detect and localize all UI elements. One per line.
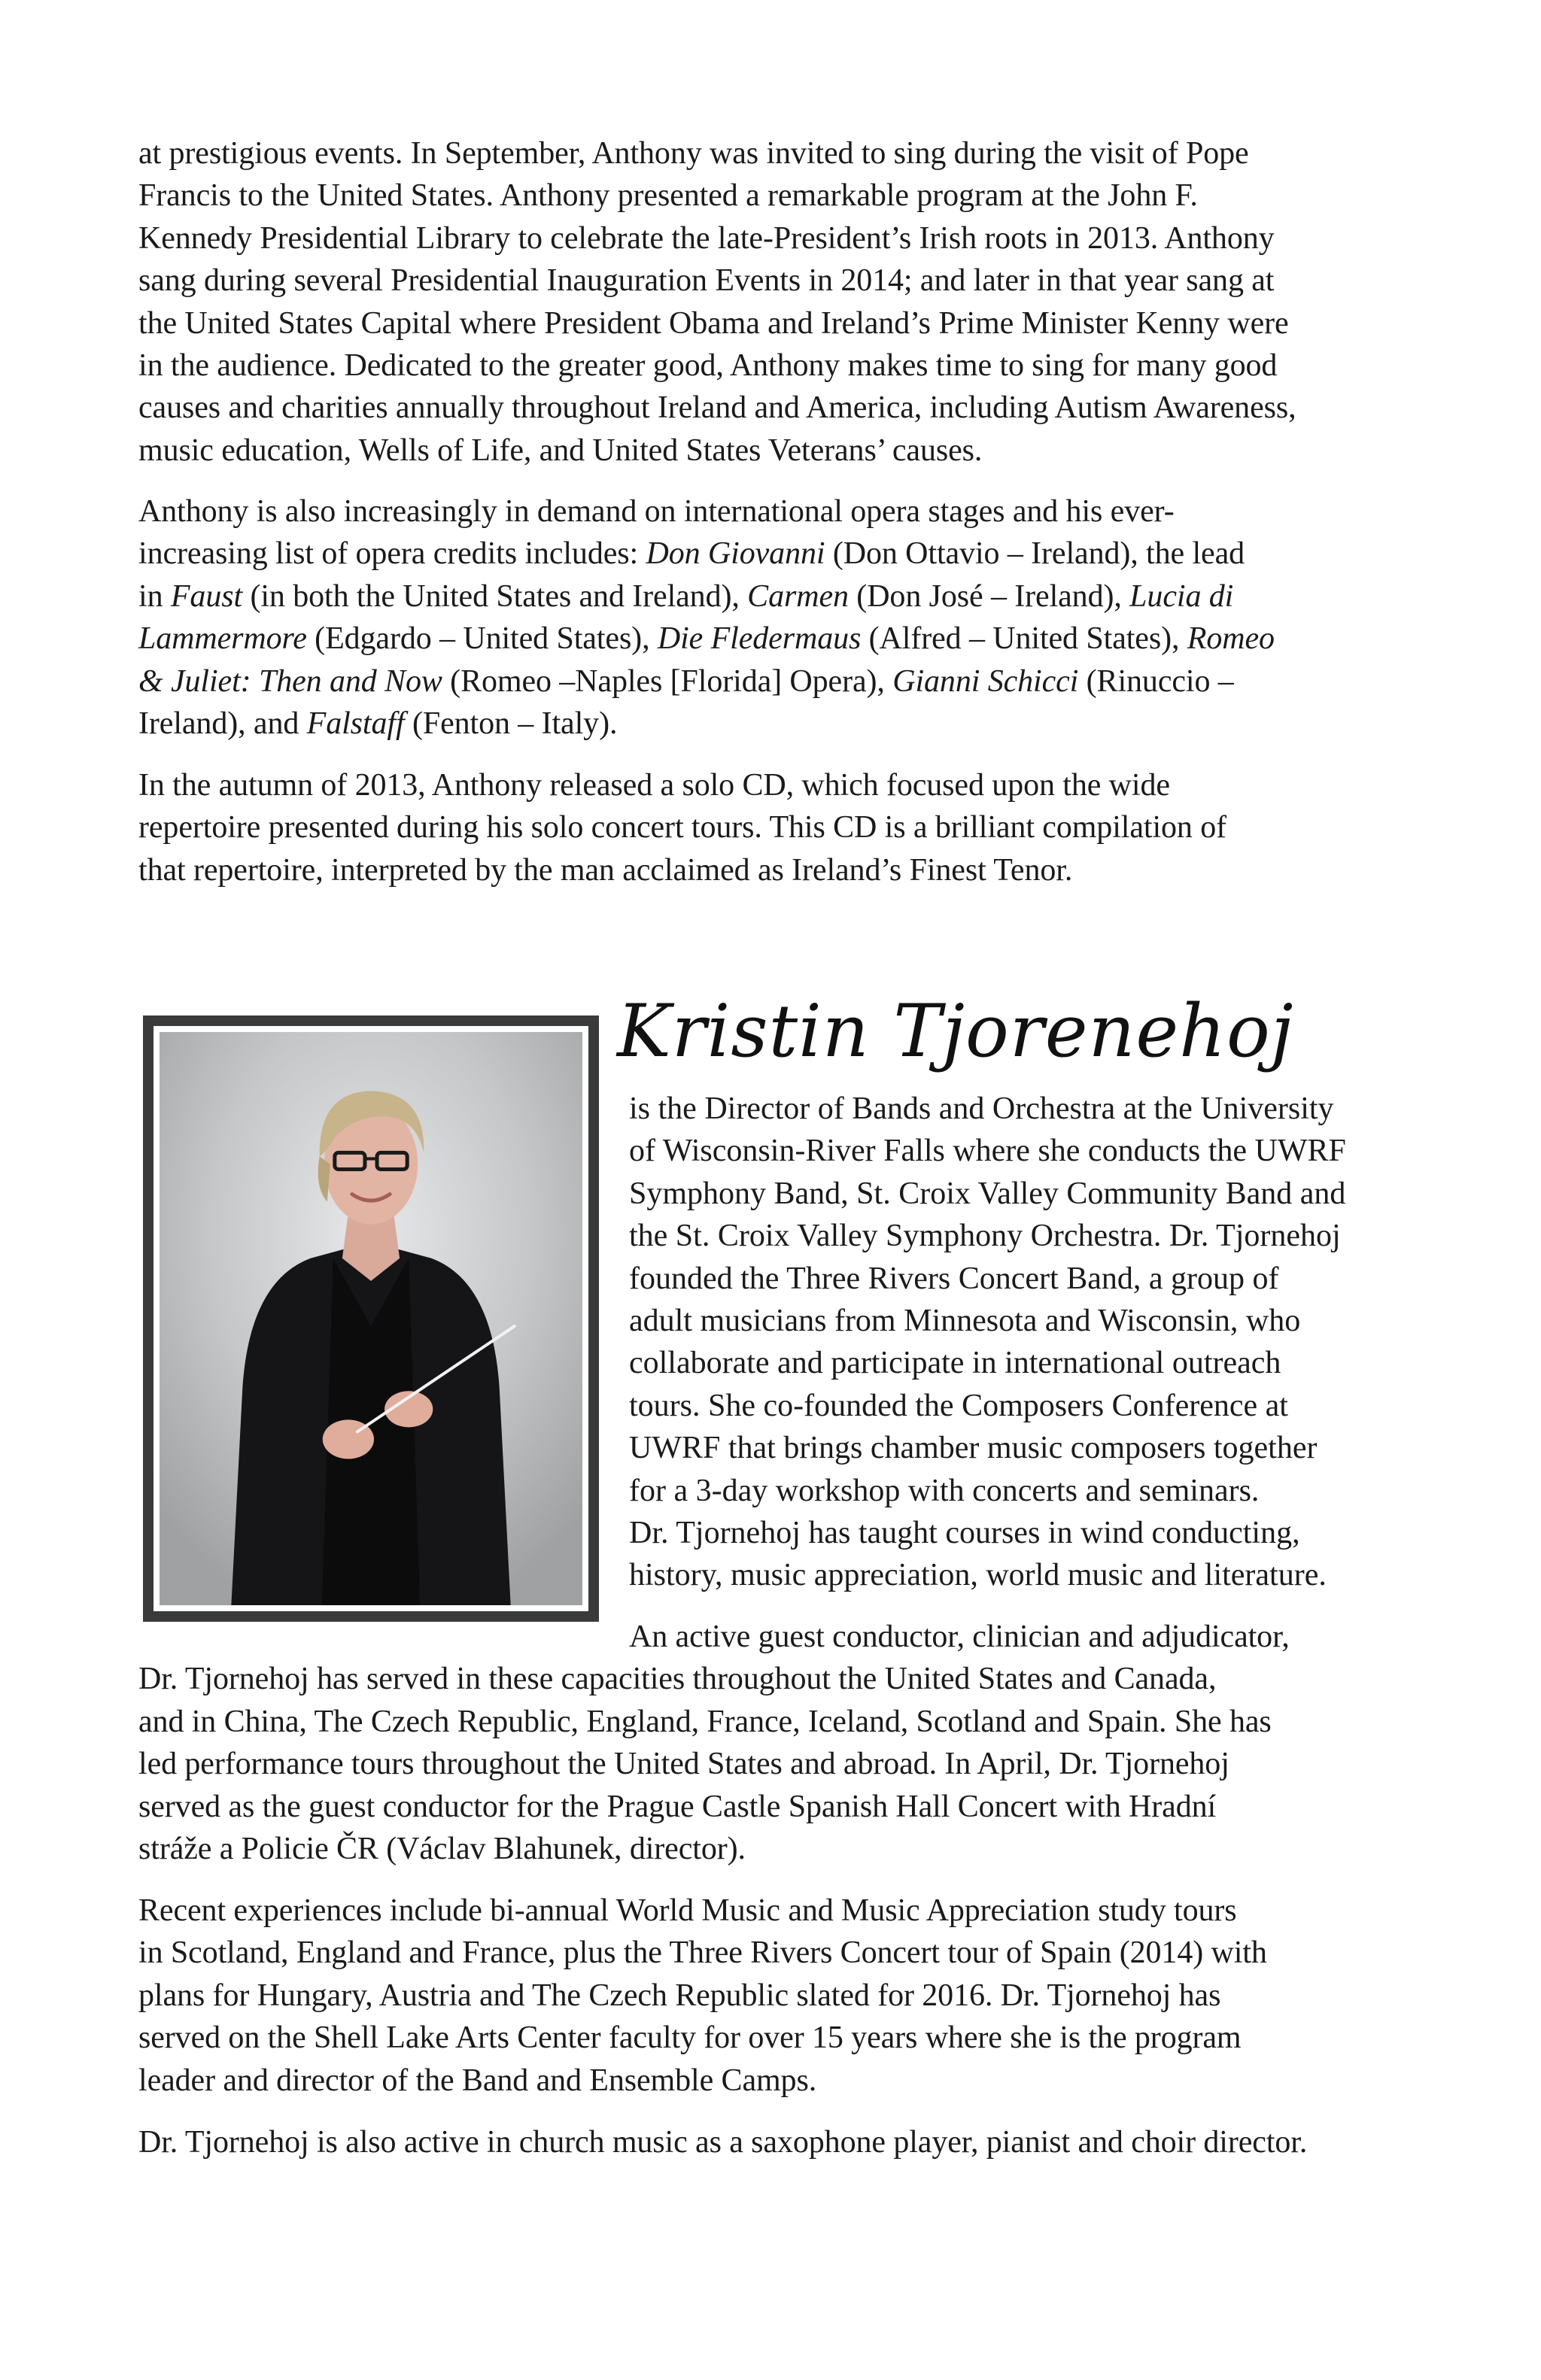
text-line: Francis to the United States. Anthony presented a remarkable program at the John F. bbox=[138, 178, 1198, 214]
opera-title: Carmen bbox=[747, 578, 849, 614]
text-line: at prestigious events. In September, Anthony was invited to sing during the visit of Pope bbox=[138, 136, 1249, 171]
text-run: (Alfred – United States), bbox=[861, 621, 1187, 657]
text-line: sang during several Presidential Inauguration Events in 2014; and later in that year sang at bbox=[138, 263, 1275, 299]
anthony-cd-paragraph bbox=[138, 764, 1226, 891]
text-line: In the autumn of 2013, Anthony released a solo CD, which focused upon the wide bbox=[138, 768, 1170, 803]
text-run: (Fenton – Italy). bbox=[404, 706, 618, 742]
text-line: Kennedy Presidential Library to celebrate the late-President’s Irish roots in 2013. Anthony bbox=[138, 220, 1275, 256]
text-line: Dr. Tjornehoj has taught courses in wind conducting, bbox=[629, 1516, 1300, 1551]
recent-experiences-paragraph bbox=[138, 1890, 1267, 2102]
text-line: Dr. Tjornehoj is also active in church music as a saxophone player, pianist and choir director. bbox=[138, 2125, 1308, 2160]
text-run: (Edgardo – United States), bbox=[306, 621, 658, 657]
text-line: repertoire presented during his solo concert tours. This CD is a brilliant compilation of bbox=[138, 810, 1227, 845]
text-line: tours. She co-founded the Composers Conference at bbox=[629, 1388, 1288, 1423]
text-line bbox=[138, 490, 1275, 533]
portrait-photo bbox=[153, 1026, 588, 1611]
text-line: collaborate and participate in international outreach bbox=[629, 1346, 1281, 1381]
text-line: served on the Shell Lake Arts Center faculty for over 15 years where she is the program bbox=[138, 2020, 1242, 2056]
text-run: (Romeo –Naples [Florida] Opera), bbox=[442, 663, 893, 699]
text-line: An active guest conductor, clinician and adjudicator, bbox=[629, 1620, 1290, 1654]
text-line bbox=[138, 703, 1275, 745]
text-run: in bbox=[138, 578, 171, 614]
text-run: increasing list of opera credits includes: bbox=[138, 536, 646, 572]
text-line: in the audience. Dedicated to the greater good, Anthony makes time to sing for many good bbox=[138, 348, 1278, 384]
text-line: the St. Croix Valley Symphony Orchestra. Dr. Tjornehoj bbox=[629, 1219, 1341, 1254]
opera-title: Romeo bbox=[1187, 621, 1275, 657]
text-run: (Rinuccio – bbox=[1078, 663, 1234, 699]
text-line: led performance tours throughout the United States and abroad. In April, Dr. Tjornehoj bbox=[138, 1747, 1229, 1782]
opera-title: Gianni Schicci bbox=[892, 663, 1079, 699]
opera-title: & Juliet: Then and Now bbox=[138, 663, 442, 699]
text-line bbox=[138, 618, 1275, 660]
text-line: that repertoire, interpreted by the man acclaimed as Ireland’s Finest Tenor. bbox=[138, 852, 1073, 888]
portrait-photo-frame bbox=[143, 1015, 599, 1622]
text-run: Anthony is also increasingly in demand on international opera stages and his ever- bbox=[138, 494, 1175, 529]
text-line: is the Director of Bands and Orchestra at the University bbox=[629, 1091, 1334, 1126]
text-line: and in China, The Czech Republic, England, France, Iceland, Scotland and Spain. She has bbox=[138, 1704, 1272, 1739]
conductor-name-heading: Kristin Tjorenehoj bbox=[617, 989, 1294, 1073]
opera-title: Lucia di bbox=[1129, 578, 1234, 614]
opera-title: Die Fledermaus bbox=[657, 621, 862, 657]
text-line: Symphony Band, St. Croix Valley Community Band and bbox=[629, 1176, 1346, 1211]
text-line: founded the Three Rivers Concert Band, a group of bbox=[629, 1261, 1279, 1296]
text-line: the United States Capital where President Obama and Ireland’s Prime Minister Kenny were bbox=[138, 305, 1289, 341]
text-line: history, music appreciation, world music and literature. bbox=[629, 1558, 1327, 1593]
text-run: (Don Ottavio – Ireland), the lead bbox=[825, 536, 1245, 572]
text-line: plans for Hungary, Austria and The Czech Republic slated for 2016. Dr. Tjornehoj has bbox=[138, 1978, 1221, 2013]
text-run: (in both the United States and Ireland), bbox=[242, 578, 748, 614]
text-line: leader and director of the Band and Ensemble Camps. bbox=[138, 2063, 817, 2098]
opera-title: Lammermore bbox=[138, 621, 307, 657]
text-line: in Scotland, England and France, plus the Three Rivers Concert tour of Spain (2014) with bbox=[138, 1935, 1267, 1971]
text-line: causes and charities annually throughout Ireland and America, including Autism Awareness, bbox=[138, 390, 1296, 426]
anthony-events-paragraph bbox=[138, 132, 1296, 472]
text-run: Ireland), and bbox=[138, 706, 307, 742]
text-line: stráže a Policie ČR (Václav Blahunek, director). bbox=[138, 1832, 746, 1867]
text-line bbox=[138, 533, 1275, 575]
text-run: (Don José – Ireland), bbox=[848, 578, 1130, 614]
opera-title: Falstaff bbox=[306, 706, 405, 742]
text-line bbox=[138, 660, 1275, 703]
church-music-paragraph bbox=[138, 2121, 1307, 2163]
text-line: for a 3-day workshop with concerts and seminars. bbox=[629, 1473, 1260, 1508]
text-line bbox=[138, 575, 1275, 618]
text-line: UWRF that brings chamber music composers together bbox=[629, 1431, 1318, 1466]
text-line: served as the guest conductor for the Prague Castle Spanish Hall Concert with Hradní bbox=[138, 1789, 1217, 1824]
conductor-bio-intro bbox=[629, 1088, 1404, 1597]
text-line: of Wisconsin-River Falls where she conducts the UWRF bbox=[629, 1134, 1346, 1169]
text-line: Recent experiences include bi-annual World Music and Music Appreciation study tours bbox=[138, 1893, 1237, 1928]
guest-conductor-paragraph bbox=[138, 1616, 1290, 1870]
opera-title: Don Giovanni bbox=[646, 536, 825, 572]
text-line: Dr. Tjornehoj has served in these capacities throughout the United States and Canada, bbox=[138, 1662, 1217, 1697]
portrait-illustration bbox=[160, 1032, 582, 1605]
opera-title: Faust bbox=[170, 578, 243, 614]
text-line: adult musicians from Minnesota and Wisconsin, who bbox=[629, 1304, 1301, 1339]
anthony-opera-paragraph bbox=[138, 490, 1275, 745]
text-line: music education, Wells of Life, and United States Veterans’ causes. bbox=[138, 433, 983, 468]
